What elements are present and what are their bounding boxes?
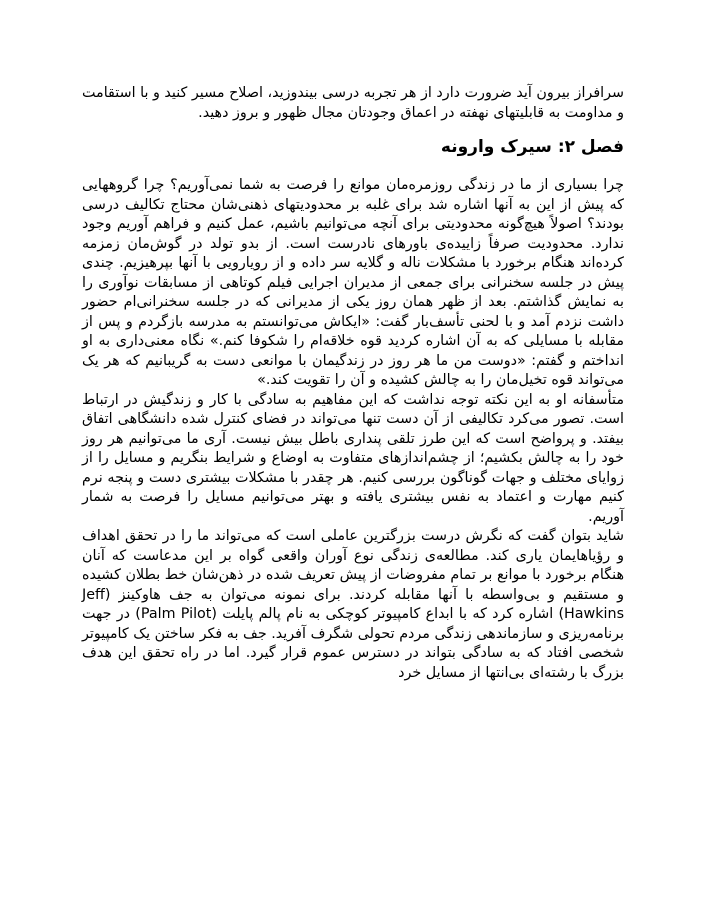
body-paragraph: متأسفانه او به این نکته توجه نداشت که این مفاهیم به سادگی با کار و زندگیش در ارتباط است. تصور می‌کرد تکالیفی از آن دست تنها می‌تواند در فضای کنترل شده دانشگاهی اتفاق بیفتد. و پرواضح است که این طرز تلقی پنداری باطل بیش نیست. آری ما می‌توانیم هر روز خود را به چالش بکشیم؛ از چشم‌اندازهای متفاوت به اوضاع و شرایط بنگریم و مسایل را از زوایای مختلف و جهات گوناگون بررسی کنیم. هر چقدر با مشکلات بیشتری دست و پنجه نرم کنیم مهارت و اعتماد به نفس بیشتری یافته و بهتر می‌توانیم مسایل را فرصت به شمار آوریم. bbox=[82, 391, 624, 525]
intro-paragraph: سرافراز بیرون آید ضرورت دارد از هر تجربه درسی بیندوزید، اصلاح مسیر کنید و با استقامت و مداومت به قابلیتهای نهفته در اعماق وجودتان مجال ظهور و بروز دهید. bbox=[82, 85, 624, 121]
document-page bbox=[82, 84, 624, 683]
chapter-heading: فصل ۲: سیرک وارونه bbox=[440, 137, 624, 157]
body-paragraph: چرا بسیاری از ما در زندگی روزمره‌مان موانع را فرصت به شما نمی‌آوریم؟ چرا گروههایی که پیش از این به آنها اشاره شد برای غلبه بر محدودیتهای ذهنی‌شان محتاج تکالیف درسی بودند؟ اصولاً هیچ‌گونه محدودیتی برای آنچه می‌توانیم باشیم، عمل کنیم و فراهم آوریم وجود ندارد. محدودیت صرفاً زاییده‌ی باورهای نادرست است. از بدو تولد در گوش‌مان زمزمه کرده‌اند هنگام برخورد با مشکلات ناله و گلایه سر داده و از رویارویی با آنها بپرهیزیم. چندی پیش در جلسه سخنرانی برای جمعی از مدیران اجرایی فیلم کوتاهی از مسابقات نوآوری را به نمایش گذاشتم. بعد از ظهر همان روز یکی از مدیرانی که در جلسه سخنرانی‌ام حضور داشت نزدم آمد و با لحنی تأسف‌بار گفت: «ایکاش می‌توانستم به مدرسه بازگردم و پس از مقابله با مسایلی که به آن اشاره کردید قوه خلاقه‌ام را شکوفا کنم.» نگاه معنی‌داری به او انداختم و گفتم: «دوست من ما هر روز در زندگیمان با موانعی دست به گریبانیم که هر یک می‌تواند قوه تخیل‌مان را به چالش کشیده و آن را تقویت کند.» bbox=[82, 177, 624, 388]
body-paragraph: شاید بتوان گفت که نگرش درست بزرگترین عاملی است که می‌تواند ما را در تحقق اهداف و رؤیاهایمان یاری کند. مطالعه‌ی زندگی نوع آوران واقعی گواه بر این مدعاست که آنان هنگام برخورد با موانع بر تمام مفروضات از پیش تعریف شده در ذهن‌شان خط بطلان کشیده و مستقیم و بی‌واسطه با آنها مقابله کردند. برای نمونه می‌توان به جف هاوکینز (Jeff Hawkins) اشاره کرد که با ابداع کامپیوتر کوچکی به نام پالم پایلت (Palm Pilot) در جهت برنامه‌ریزی و سازماندهی زندگی مردم تحولی شگرف آفرید. جف به فکر ساختن یک کامپیوتر شخصی افتاد که به سادگی بتواند در دسترس عموم قرار گیرد. اما در راه تحقق این هدف بزرگ با رشته‌ای بی‌انتها از مسایل خرد bbox=[82, 528, 625, 681]
